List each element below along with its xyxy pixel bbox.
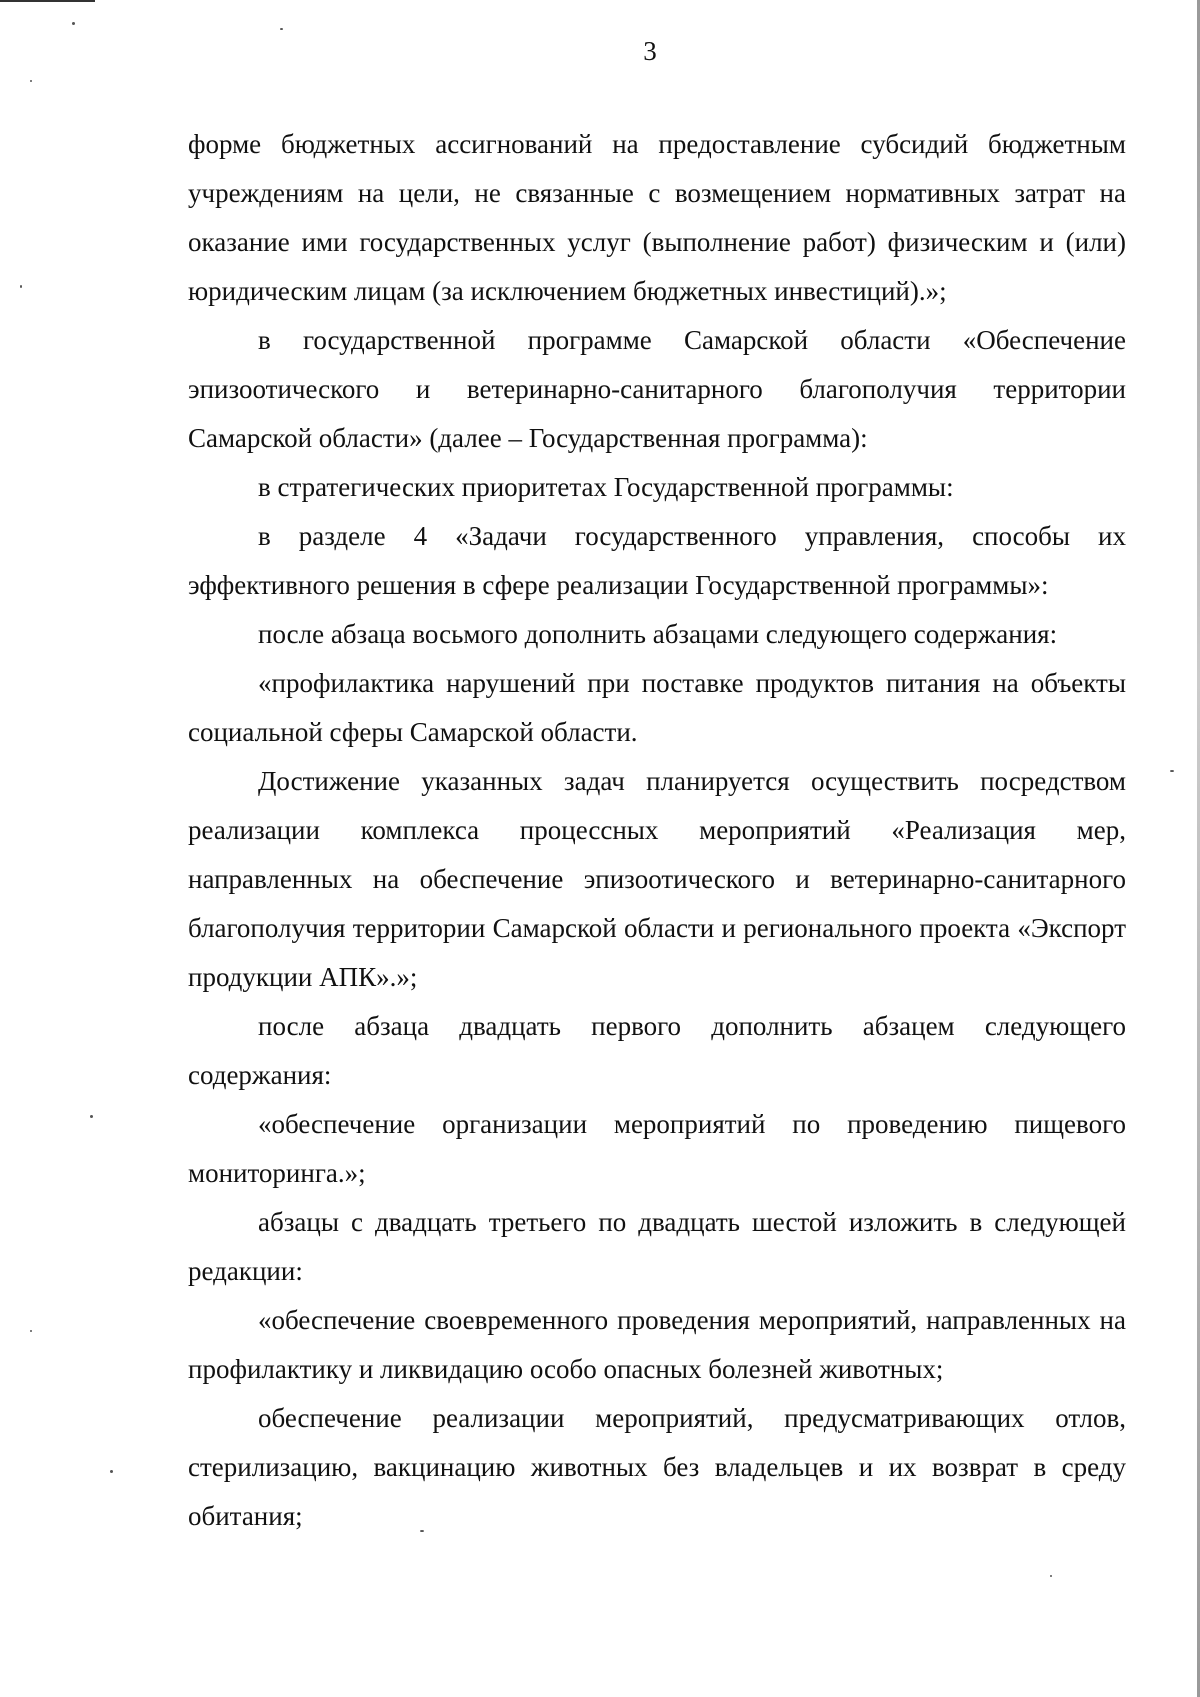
paragraph-2: в государственной программе Самарской области «Обеспечение эпизоотического и ветеринарно-санитарного благополучия территории Самарской области» (далее – Государственная программа):	[188, 325, 1126, 453]
paragraph-11: «обеспечение своевременного проведения мероприятий, направленных на профилактику и ликвидацию особо опасных болезней животных;	[188, 1305, 1126, 1384]
scan-top-rule	[0, 0, 95, 2]
paragraph-7: Достижение указанных задач планируется осуществить посредством реализации комплекса процессных мероприятий «Реализация мер, направленных на обеспечение эпизоотического и ветеринарно-санитарного благополучия территории Самарской области и регионального проекта «Экспорт продукции АПК».»;	[188, 766, 1126, 992]
paragraph-4: в разделе 4 «Задачи государственного управления, способы их эффективного решения в сфере реализации Государственной программы»:	[188, 521, 1126, 600]
paragraph-6: «профилактика нарушений при поставке продуктов питания на объекты социальной сферы Самарской области.	[188, 668, 1126, 747]
scan-speck	[30, 80, 32, 82]
scan-speck	[110, 1470, 113, 1473]
scan-speck	[20, 285, 22, 288]
scan-speck	[72, 22, 75, 25]
page-number: 3	[643, 36, 657, 66]
scan-speck	[420, 1530, 424, 1532]
paragraph-9: «обеспечение организации мероприятий по проведению пищевого мониторинга.»;	[188, 1109, 1126, 1188]
paragraph-10: абзацы с двадцать третьего по двадцать шестой изложить в следующей редакции:	[188, 1207, 1126, 1286]
scan-speck	[1170, 770, 1174, 772]
paragraph-8: после абзаца двадцать первого дополнить абзацем следующего содержания:	[188, 1011, 1126, 1090]
scan-speck	[90, 1115, 93, 1118]
scan-speck	[30, 1330, 32, 1332]
scan-speck	[1050, 1575, 1052, 1577]
paragraph-12: обеспечение реализации мероприятий, предусматривающих отлов, стерилизацию, вакцинацию животных без владельцев и их возврат в среду обитания;	[188, 1403, 1126, 1531]
paragraph-5: после абзаца восьмого дополнить абзацами следующего содержания:	[258, 619, 1058, 649]
paragraph-1: форме бюджетных ассигнований на предоставление субсидий бюджетным учреждениям на цели, не связанные с возмещением нормативных затрат на оказание ими государственных услуг (выполнение работ) физическим и (или) юридическим лицам (за исключением бюджетных инвестиций).»;	[188, 129, 1126, 306]
paragraph-3: в стратегических приоритетах Государственной программы:	[258, 472, 954, 502]
scan-speck	[280, 28, 283, 30]
document-body	[188, 120, 1126, 1541]
